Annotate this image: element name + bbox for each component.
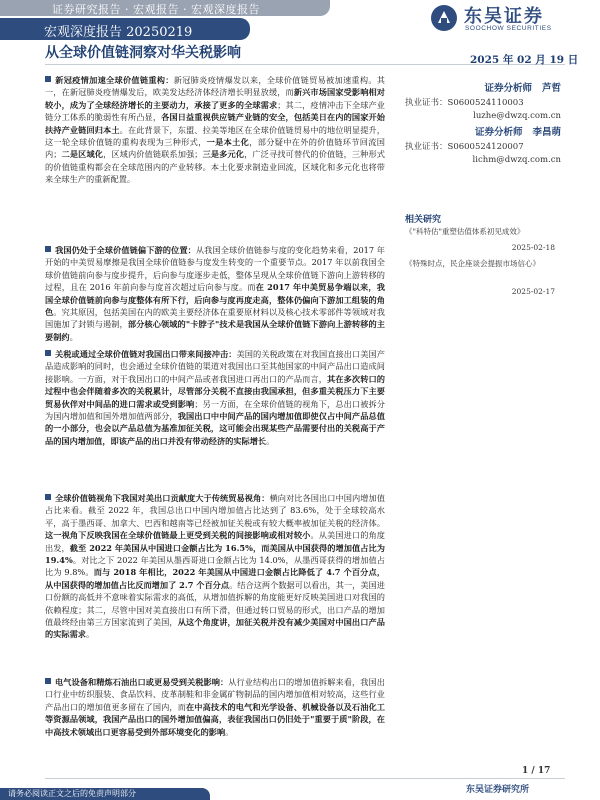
soochow-logo-icon <box>430 4 458 32</box>
body-text: 从我国全球价值链参与度的变化趋势来看，2017 年开始的中美贸易摩擦是我国全球价值链参与度发生转变的一个重要节点。2017 年以前我国全球价值链前向参与度步提升，后向参与度逐步走低，整体呈现从全球价值链下游向上游转移的过程，且在 2016 年前向参与度首次超过后向参与度。而 <box>45 245 385 293</box>
paragraph-heading: 关税或通过全球价值链对我国出口带来间接冲击： <box>55 349 237 359</box>
analyst-certificate: 执业证书：S0600524120007 <box>405 142 524 152</box>
related-research-title[interactable]: 《"科特估"重塑估值体系初见成效》 <box>405 227 525 236</box>
report-category-strip <box>0 0 330 16</box>
summary-paragraph <box>45 676 385 738</box>
emphasis-text: 在 2017 年中美贸易争端以来，我国全球价值链前向参与度整体有所下行，后向参与度再度走高，整体仍偏向下游加工组装的角色 <box>45 282 385 318</box>
analyst-email[interactable]: lichm@dwzq.com.cn <box>472 154 561 165</box>
analyst-role: 证券分析师 <box>484 83 532 94</box>
paragraph-heading: 我国仍处于全球价值链偏下游的位置： <box>55 245 196 255</box>
related-research-title[interactable]: 《特殊时点，民企座谈会提振市场信心》 <box>405 259 540 268</box>
related-research-date: 2025-02-17 <box>511 287 555 296</box>
square-bullet-icon <box>45 76 51 82</box>
report-date: 2025 年 02 月 19 日 <box>470 54 579 66</box>
summary-paragraph <box>45 348 385 447</box>
logo-chinese-name: 东吴证券 <box>464 6 544 27</box>
body-text: 。 <box>69 331 78 342</box>
body-text: 。 <box>266 435 275 446</box>
paragraph-heading: 新冠疫情加速全球价值链重构： <box>55 75 174 85</box>
report-type-label: 宏观深度报告 20250219 <box>44 25 193 40</box>
body-text: ，部分疑中在外的价值链环节回流国内； <box>45 137 385 160</box>
analyst-card <box>405 124 565 166</box>
body-text: 。结合这两个数据可以看出，其一，美国进口份额的高低并不意味着实际需求的高低，从增加值拆解的角度能更好反映美国进口对我国的依赖程度；其二，尽管中国对美直接出口有所下滑，但通过转口贸易的形式，出口产品的增加值最终经由第三方国家流到了美国， <box>45 579 385 628</box>
summary-paragraph <box>45 492 385 641</box>
body-text: ；另一方面，在全球价值链的视角下，总出口被拆分为国内增加值和国外增加值两部分， <box>45 398 385 422</box>
analyst-card <box>405 80 565 122</box>
emphasis-text: 这一视角下反映我国在全球价值链最上更受到关税的间接影响或相对较小 <box>45 530 311 541</box>
logo-english-name: SOOCHOW SECURITIES <box>465 25 552 32</box>
disclaimer-text: 请务必阅读正文之后的免责声明部分 <box>8 789 136 798</box>
body-text: 。 <box>225 726 234 737</box>
analyst-name: 李昌萌 <box>532 127 561 138</box>
body-text: 新冠肺炎疫情爆发以来，全球价值链贸易被加速重构。其一，在新冠肺炎疫情爆发后，欧美发达经济体经济增长明显放缓，而 <box>45 75 385 98</box>
analyst-title <box>405 124 565 138</box>
emphasis-text: 从这个角度讲，加征关税并没有减少美国对中国出口产品的实际需求 <box>45 617 385 640</box>
analyst-name: 芦哲 <box>541 83 561 94</box>
report-title: 从全球价值链洞察对华关税影响 <box>45 45 241 61</box>
analyst-email[interactable]: luzhe@dwzq.com.cn <box>473 110 561 121</box>
emphasis-text: 新兴市场国家受影响相对较小，成为了全球经济增长的主要动力，承接了更多的全球需求 <box>45 87 385 110</box>
body-text: 从行业结构出口的增加值拆解来看，我国出口行业中纺织服装、食品饮料、皮革制鞋和非金属矿物制品的国内增加值相对较高，这些行业产品出口的增加值更多留在了国内，而 <box>45 677 385 712</box>
square-bullet-icon <box>45 246 51 252</box>
report-type-bar <box>0 18 250 40</box>
body-text: 。究其原因，包括美国在内的欧美主要经济体在重要原材料以及核心技术零部件等领域对我国施加了封锁与遏制， <box>45 307 385 330</box>
analyst-role: 证券分析师 <box>474 127 523 138</box>
company-logo <box>430 2 580 38</box>
paragraph-heading: 电气设备和精炼石油出口或更易受到关税影响： <box>55 677 229 687</box>
body-text: ；其二，疫情冲击下全球产业链分工体系的脆弱性有所凸显， <box>45 99 385 123</box>
square-bullet-icon <box>45 350 51 356</box>
footer-divider <box>45 778 565 779</box>
summary-paragraph <box>45 244 385 343</box>
body-text: 横向对比各国出口中国内增加值占比来看。截至 2022 年，我国总出口中国内增加值占比达到了 83.6%，处于全球较高水平，高于墨西哥、加拿大、巴西和越南等已经被加征关税或有较大概率被加征关税的经济体。 <box>45 493 385 528</box>
emphasis-text: 三是多元化 <box>202 149 245 160</box>
emphasis-text: 而与 2018 年相比，2022 年美国从中国进口金额占比降低了 4.7 个百分点，从中国获得的增加值占比反而增加了 2.7 个百分点 <box>45 567 386 590</box>
body-text: 。在此背景下，东盟、拉美等地区在全球价值链贸易中的地位明显提升，这一轮全球价值链的重构表现为三种形式， <box>45 124 385 148</box>
related-research-heading: 相关研究 <box>405 215 442 225</box>
related-research-date: 2025-02-18 <box>511 243 555 252</box>
paragraph-heading: 全球价值链视角下我国对美出口贡献度大于传统贸易视角： <box>55 493 270 503</box>
page-number: 1 / 17 <box>522 766 551 776</box>
emphasis-text: 我国出口中中间产品的国内增加值即使仅占中间产品总值的一小部分，也会以产品总值为基准加征关税，这可能会出现某些产品需要付出的关税高于产品的国内增加值，即该产品的出口并没有带动经济的实际增长 <box>45 411 385 446</box>
analyst-certificate: 执业证书：S0600524110003 <box>405 98 524 108</box>
footer-company: 东吴证券研究所 <box>466 785 530 795</box>
emphasis-text: 二是区域化 <box>61 149 104 160</box>
body-text: 。 <box>85 629 95 640</box>
body-text: 美国的关税政策在对我国直接出口美国产品造成影响的同时，也会通过全球价值链的渠道对我国出口至其他国家的中间产品出口造成间接影响。一方面，对于我国出口的中间产品或者我国进口再出口的产品而言， <box>45 349 385 384</box>
emphasis-text: 各国日益重视供应链产业链的安全，包括美日在内的国家开始扶持产业链回归本土 <box>45 112 385 135</box>
square-bullet-icon <box>45 494 51 500</box>
emphasis-text: 部分核心领域的"卡脖子"技术是我国从全球价值链下游向上游转移的主要制约 <box>45 319 385 342</box>
emphasis-text: 在中高技术的电气和光学设备、机械设备以及石油化工等资源品领域，我国产品出口的国外增加值偏高，表征我国出口仍旧处于"重要于质"阶段，在中高技术领域出口更容易受到外部环境变化的影响 <box>45 701 385 737</box>
emphasis-text: 截至 2022 年美国从中国进口金额占比为 16.5%，而美国从中国获得的增加值占比为 19.4% <box>45 542 385 566</box>
square-bullet-icon <box>45 678 51 684</box>
disclaimer-bar <box>0 788 210 800</box>
body-text: 。从美国进口的角度出发， <box>45 530 385 553</box>
body-text: ，广泛寻找可替代的价值链，三种形式的价值链重构都会在全球范围内的产业转移。本土化要求制造业回流，区域化和多元化也将带来全球生产的重新配置。 <box>45 149 385 185</box>
summary-paragraph <box>45 74 385 186</box>
report-category-text: 证券研究报告 · 宏观报告 · 宏观深度报告 <box>52 3 260 16</box>
emphasis-text: 其在多次转口的过程中也会伴随着多次的关税累计，尽管部分关税不直接由我国承担，但多重关税压力下主要贸易伙伴对中间品的进口需求或受到影响 <box>45 373 385 409</box>
analyst-title <box>405 80 565 94</box>
body-text: ，区域内价值链联系加强； <box>103 149 203 160</box>
emphasis-text: 一是本土化 <box>206 137 250 148</box>
body-text: 。对比之下 2022 年美国从墨西哥进口金额占比为 14.0%，从墨西哥获得的增加值占比为 9.8%。 <box>45 555 385 578</box>
